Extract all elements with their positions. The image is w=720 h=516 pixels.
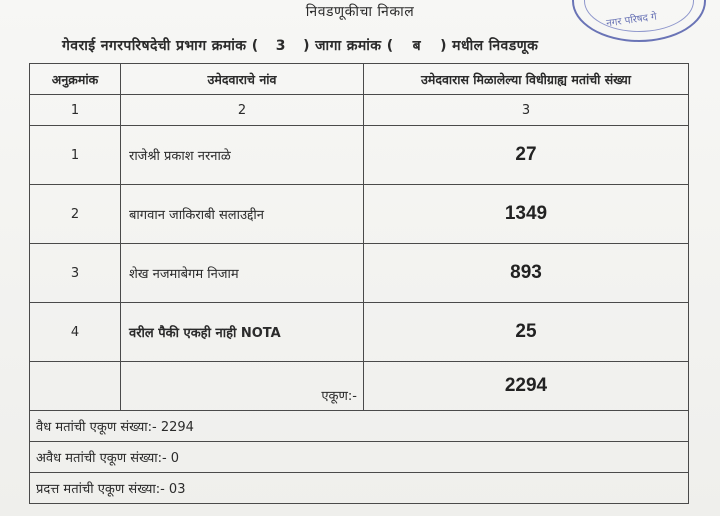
footer-row bbox=[30, 411, 689, 442]
seat-letter: ब bbox=[412, 38, 422, 54]
subtitle-mid: ) जागा क्रमांक ( bbox=[303, 38, 394, 54]
row-serial: 2 bbox=[30, 185, 121, 244]
row-serial: 4 bbox=[30, 303, 121, 362]
footer-row bbox=[30, 442, 689, 473]
subtitle-suffix: ) मधील निवडणूक bbox=[440, 38, 539, 54]
vote-count: 893 bbox=[364, 244, 689, 303]
page-title: निवडणूकीचा निकाल bbox=[305, 4, 415, 20]
stamp-text: नगर परिषद गे bbox=[605, 11, 658, 30]
total-empty-cell bbox=[30, 362, 121, 411]
row-serial: 3 bbox=[30, 244, 121, 303]
header-serial: अनुक्रमांक bbox=[30, 64, 121, 95]
invalid-votes-total: अवैध मतांची एकूण संख्या:- 0 bbox=[30, 442, 689, 473]
candidate-name: राजेश्री प्रकाश नरनाळे bbox=[121, 126, 364, 185]
column-number-2: 2 bbox=[121, 95, 364, 126]
total-label: एकूण:- bbox=[121, 362, 364, 411]
subtitle-prefix: गेवराई नगरपरिषदेची प्रभाग क्रमांक ( bbox=[62, 38, 259, 54]
header-row bbox=[30, 64, 689, 95]
table-row bbox=[30, 303, 689, 362]
vote-count: 25 bbox=[364, 303, 689, 362]
table-row bbox=[30, 126, 689, 185]
column-number-3: 3 bbox=[364, 95, 689, 126]
row-serial: 1 bbox=[30, 126, 121, 185]
total-row bbox=[30, 362, 689, 411]
candidate-name: वरील पैकी एकही नाही NOTA bbox=[121, 303, 364, 362]
vote-count: 27 bbox=[364, 126, 689, 185]
vote-count: 1349 bbox=[364, 185, 689, 244]
table-row bbox=[30, 244, 689, 303]
candidate-name: बागवान जाकिराबी सलाउद्दीन bbox=[121, 185, 364, 244]
header-valid-votes: उमेदवारास मिळालेल्या विधीग्राह्य मतांची संख्या bbox=[364, 64, 689, 95]
column-number-1: 1 bbox=[30, 95, 121, 126]
candidate-name: शेख नजमाबेगम निजाम bbox=[121, 244, 364, 303]
table-row bbox=[30, 185, 689, 244]
valid-votes-total: वैध मतांची एकूण संख्या:- 2294 bbox=[30, 411, 689, 442]
postal-votes-total: प्रदत्त मतांची एकूण संख्या:- 03 bbox=[30, 473, 689, 504]
results-table bbox=[29, 63, 689, 504]
footer-row bbox=[30, 473, 689, 504]
total-votes: 2294 bbox=[364, 362, 689, 411]
column-number-row bbox=[30, 95, 689, 126]
header-candidate-name: उमेदवाराचे नांव bbox=[121, 64, 364, 95]
ward-number: 3 bbox=[275, 38, 286, 54]
election-subtitle bbox=[62, 36, 538, 55]
